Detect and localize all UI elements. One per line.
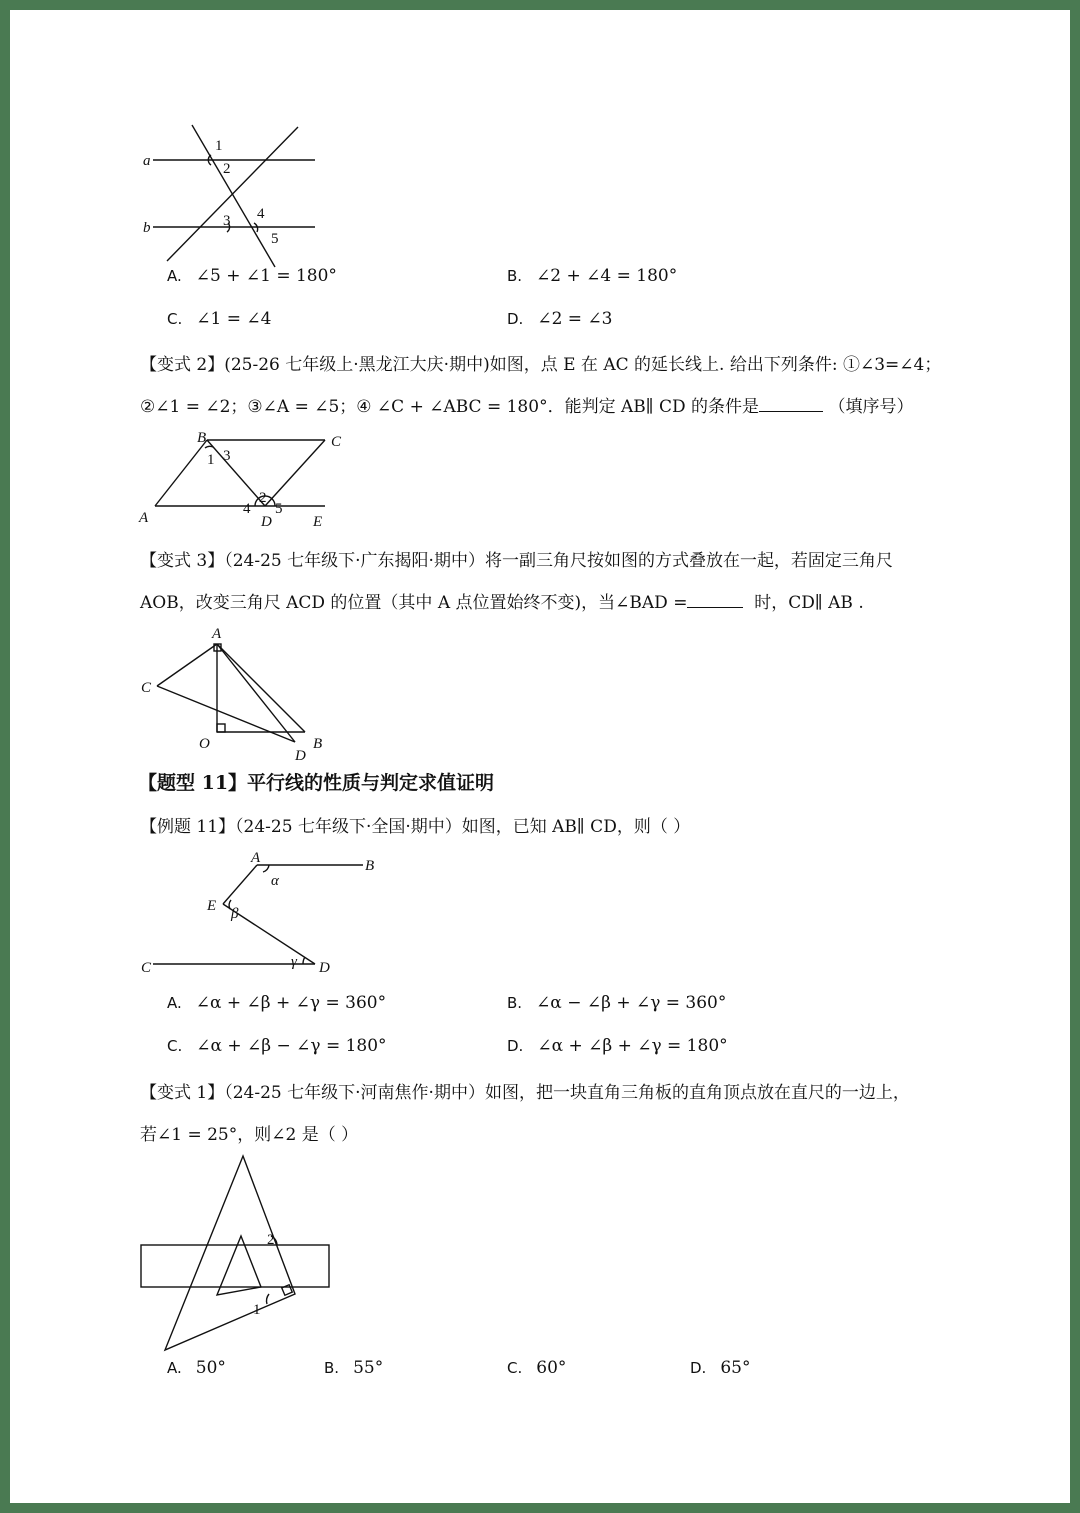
figure-parallel-lines-ab — [135, 115, 335, 265]
figure-triangle-rulers — [135, 622, 355, 762]
fig1-label-3: 3 — [223, 213, 231, 229]
figure-alpha-beta-gamma — [135, 850, 375, 985]
option-b[interactable]: B. ∠2 + ∠4 = 180° — [507, 266, 678, 286]
fig4-label-alpha: α — [271, 873, 279, 889]
option-b[interactable]: B. ∠α − ∠β + ∠γ = 360° — [507, 993, 727, 1013]
option-d[interactable]: D. 65° — [690, 1358, 751, 1378]
option-a[interactable]: A. ∠α + ∠β + ∠γ = 360° — [167, 993, 387, 1013]
fig2-label-4: 4 — [243, 501, 251, 517]
option-a[interactable]: A. 50° — [167, 1358, 226, 1378]
fig5-label-1: 1 — [253, 1302, 261, 1318]
fig1-label-4: 4 — [257, 206, 265, 222]
fig1-label-5: 5 — [271, 231, 279, 247]
fig4-label-A: A — [251, 850, 261, 866]
v2-question-line1: 【变式 2】(25-26 七年级上·黑龙江大庆·期中)如图，点 E 在 AC 的延长线上. 给出下列条件: ①∠3=∠4； — [140, 355, 942, 375]
fig2-label-C: C — [331, 434, 342, 450]
fig5-label-2: 2 — [267, 1232, 275, 1248]
ex11-question-line1: 【例题 11】（24-25 七年级下·全国·期中）如图，已知 AB∥ CD，则（ ） — [140, 817, 691, 837]
fig1-label-b: b — [143, 220, 151, 236]
fig3-label-C: C — [141, 680, 152, 696]
section-heading: 【题型 11】平行线的性质与判定求值证明 — [138, 772, 495, 794]
fig4-label-C: C — [141, 960, 152, 976]
option-c[interactable]: C. ∠α + ∠β − ∠γ = 180° — [167, 1036, 387, 1056]
fig1-label-a: a — [143, 153, 151, 169]
fig4-label-gamma: γ — [291, 954, 297, 970]
v3-question-line2: AOB，改变三角尺 ACD 的位置（其中 A 点位置始终不变)，当∠BAD = 时，CD∥ AB . — [140, 593, 864, 613]
fig2-label-5: 5 — [275, 501, 283, 517]
fig1-label-1: 1 — [215, 138, 223, 154]
v3-question-line1: 【变式 3】（24-25 七年级下·广东揭阳·期中）将一副三角尺按如图的方式叠放在一起，若固定三角尺 — [140, 551, 893, 571]
fig2-label-D: D — [261, 514, 272, 530]
option-a[interactable]: A. ∠5 + ∠1 = 180° — [167, 266, 337, 286]
document-page — [10, 10, 1070, 1503]
fig2-label-E: E — [313, 514, 323, 530]
option-d[interactable]: D. ∠2 = ∠3 — [507, 309, 613, 329]
fig1-label-2: 2 — [223, 161, 231, 177]
fig3-label-B: B — [313, 736, 323, 752]
answer-blank[interactable] — [759, 411, 823, 412]
fig2-label-1: 1 — [207, 452, 215, 468]
answer-blank[interactable] — [687, 607, 743, 608]
option-d[interactable]: D. ∠α + ∠β + ∠γ = 180° — [507, 1036, 728, 1056]
fig2-label-2: 2 — [259, 490, 267, 506]
option-b[interactable]: B. 55° — [324, 1358, 384, 1378]
fig3-label-D: D — [295, 748, 306, 764]
fig3-label-A: A — [212, 626, 222, 642]
fig2-label-A: A — [139, 510, 149, 526]
fig4-label-B: B — [365, 858, 375, 874]
fig2-label-B: B — [197, 430, 207, 446]
figure-ruler-set-square — [135, 1152, 355, 1352]
fig2-label-3: 3 — [223, 448, 231, 464]
v2-question-line2: ②∠1 = ∠2；③∠A = ∠5；④ ∠C + ∠ABC = 180°．能判定 AB∥ CD 的条件是 （填序号） — [140, 397, 914, 417]
fig4-label-beta: β — [231, 906, 239, 922]
fig4-label-D: D — [319, 960, 330, 976]
option-c[interactable]: C. ∠1 = ∠4 — [167, 309, 272, 329]
v1-question-line1: 【变式 1】（24-25 七年级下·河南焦作·期中）如图，把一块直角三角板的直角顶点放在直尺的一边上， — [140, 1083, 910, 1103]
fig4-label-E: E — [207, 898, 217, 914]
figure-parallelogram-abcd — [135, 430, 355, 530]
fig3-label-O: O — [199, 736, 210, 752]
option-c[interactable]: C. 60° — [507, 1358, 567, 1378]
v1-question-line2: 若∠1 = 25°，则∠2 是（ ） — [140, 1125, 359, 1145]
